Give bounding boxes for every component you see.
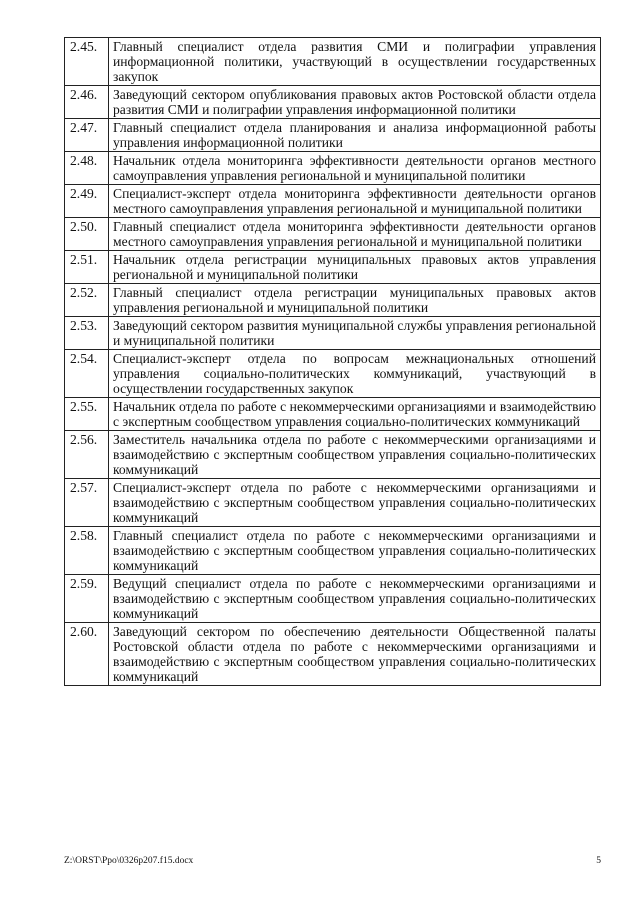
row-number: 2.51.	[65, 251, 109, 284]
row-number: 2.46.	[65, 86, 109, 119]
table-row	[65, 317, 601, 350]
position-title: Специалист-эксперт отдела по работе с некоммерческими организациями и взаимодействию с экспертным сообществом управления социально-политических коммуникаций	[109, 479, 601, 527]
position-title: Начальник отдела по работе с некоммерческими организациями и взаимодействию с экспертным сообществом управления социально-политических коммуникаций	[109, 398, 601, 431]
row-number: 2.47.	[65, 119, 109, 152]
row-number: 2.59.	[65, 575, 109, 623]
table-row	[65, 479, 601, 527]
table-row	[65, 623, 601, 686]
table-row	[65, 38, 601, 86]
table-row	[65, 575, 601, 623]
position-title: Начальник отдела мониторинга эффективности деятельности органов местного самоуправления управления региональной и муниципальной политики	[109, 152, 601, 185]
row-number: 2.56.	[65, 431, 109, 479]
position-title: Заведующий сектором развития муниципальной службы управления региональной и муниципальной политики	[109, 317, 601, 350]
table-row	[65, 86, 601, 119]
position-title: Заместитель начальника отдела по работе с некоммерческими организациями и взаимодействию с экспертным сообществом управления социально-политических коммуникаций	[109, 431, 601, 479]
position-title: Главный специалист отдела регистрации муниципальных правовых актов управления региональной и муниципальной политики	[109, 284, 601, 317]
position-title: Специалист-эксперт отдела мониторинга эффективности деятельности органов местного самоуправления управления региональной и муниципальной политики	[109, 185, 601, 218]
table-row	[65, 350, 601, 398]
position-title: Заведующий сектором опубликования правовых актов Ростовской области отдела развития СМИ и полиграфии управления информационной политики	[109, 86, 601, 119]
positions-table-body	[65, 38, 601, 686]
table-row	[65, 527, 601, 575]
table-row	[65, 284, 601, 317]
row-number: 2.53.	[65, 317, 109, 350]
page-footer	[64, 856, 601, 866]
table-row	[65, 431, 601, 479]
row-number: 2.48.	[65, 152, 109, 185]
row-number: 2.54.	[65, 350, 109, 398]
table-row	[65, 218, 601, 251]
position-title: Начальник отдела регистрации муниципальных правовых актов управления региональной и муниципальной политики	[109, 251, 601, 284]
table-row	[65, 251, 601, 284]
footer-file-path: Z:\ORST\Ppo\0326p207.f15.docx	[64, 856, 194, 866]
row-number: 2.60.	[65, 623, 109, 686]
footer-page-number: 5	[596, 856, 601, 866]
table-row	[65, 152, 601, 185]
position-title: Главный специалист отдела мониторинга эффективности деятельности органов местного самоуправления управления региональной и муниципальной политики	[109, 218, 601, 251]
row-number: 2.52.	[65, 284, 109, 317]
row-number: 2.58.	[65, 527, 109, 575]
position-title: Главный специалист отдела развития СМИ и полиграфии управления информационной политики, участвующий в осуществлении государственных закупок	[109, 38, 601, 86]
positions-table	[64, 37, 601, 686]
row-number: 2.50.	[65, 218, 109, 251]
row-number: 2.57.	[65, 479, 109, 527]
position-title: Главный специалист отдела планирования и анализа информационной работы управления информационной политики	[109, 119, 601, 152]
table-row	[65, 119, 601, 152]
position-title: Заведующий сектором по обеспечению деятельности Общественной палаты Ростовской области отдела по работе с некоммерческими организациями и взаимодействию с экспертным сообществом управления социально-политических коммуникаций	[109, 623, 601, 686]
table-row	[65, 185, 601, 218]
row-number: 2.55.	[65, 398, 109, 431]
table-row	[65, 398, 601, 431]
row-number: 2.45.	[65, 38, 109, 86]
position-title: Ведущий специалист отдела по работе с некоммерческими организациями и взаимодействию с экспертным сообществом управления социально-политических коммуникаций	[109, 575, 601, 623]
position-title: Главный специалист отдела по работе с некоммерческими организациями и взаимодействию с экспертным сообществом управления социально-политических коммуникаций	[109, 527, 601, 575]
position-title: Специалист-эксперт отдела по вопросам межнациональных отношений управления социально-политических коммуникаций, участвующий в осуществлении государственных закупок	[109, 350, 601, 398]
row-number: 2.49.	[65, 185, 109, 218]
